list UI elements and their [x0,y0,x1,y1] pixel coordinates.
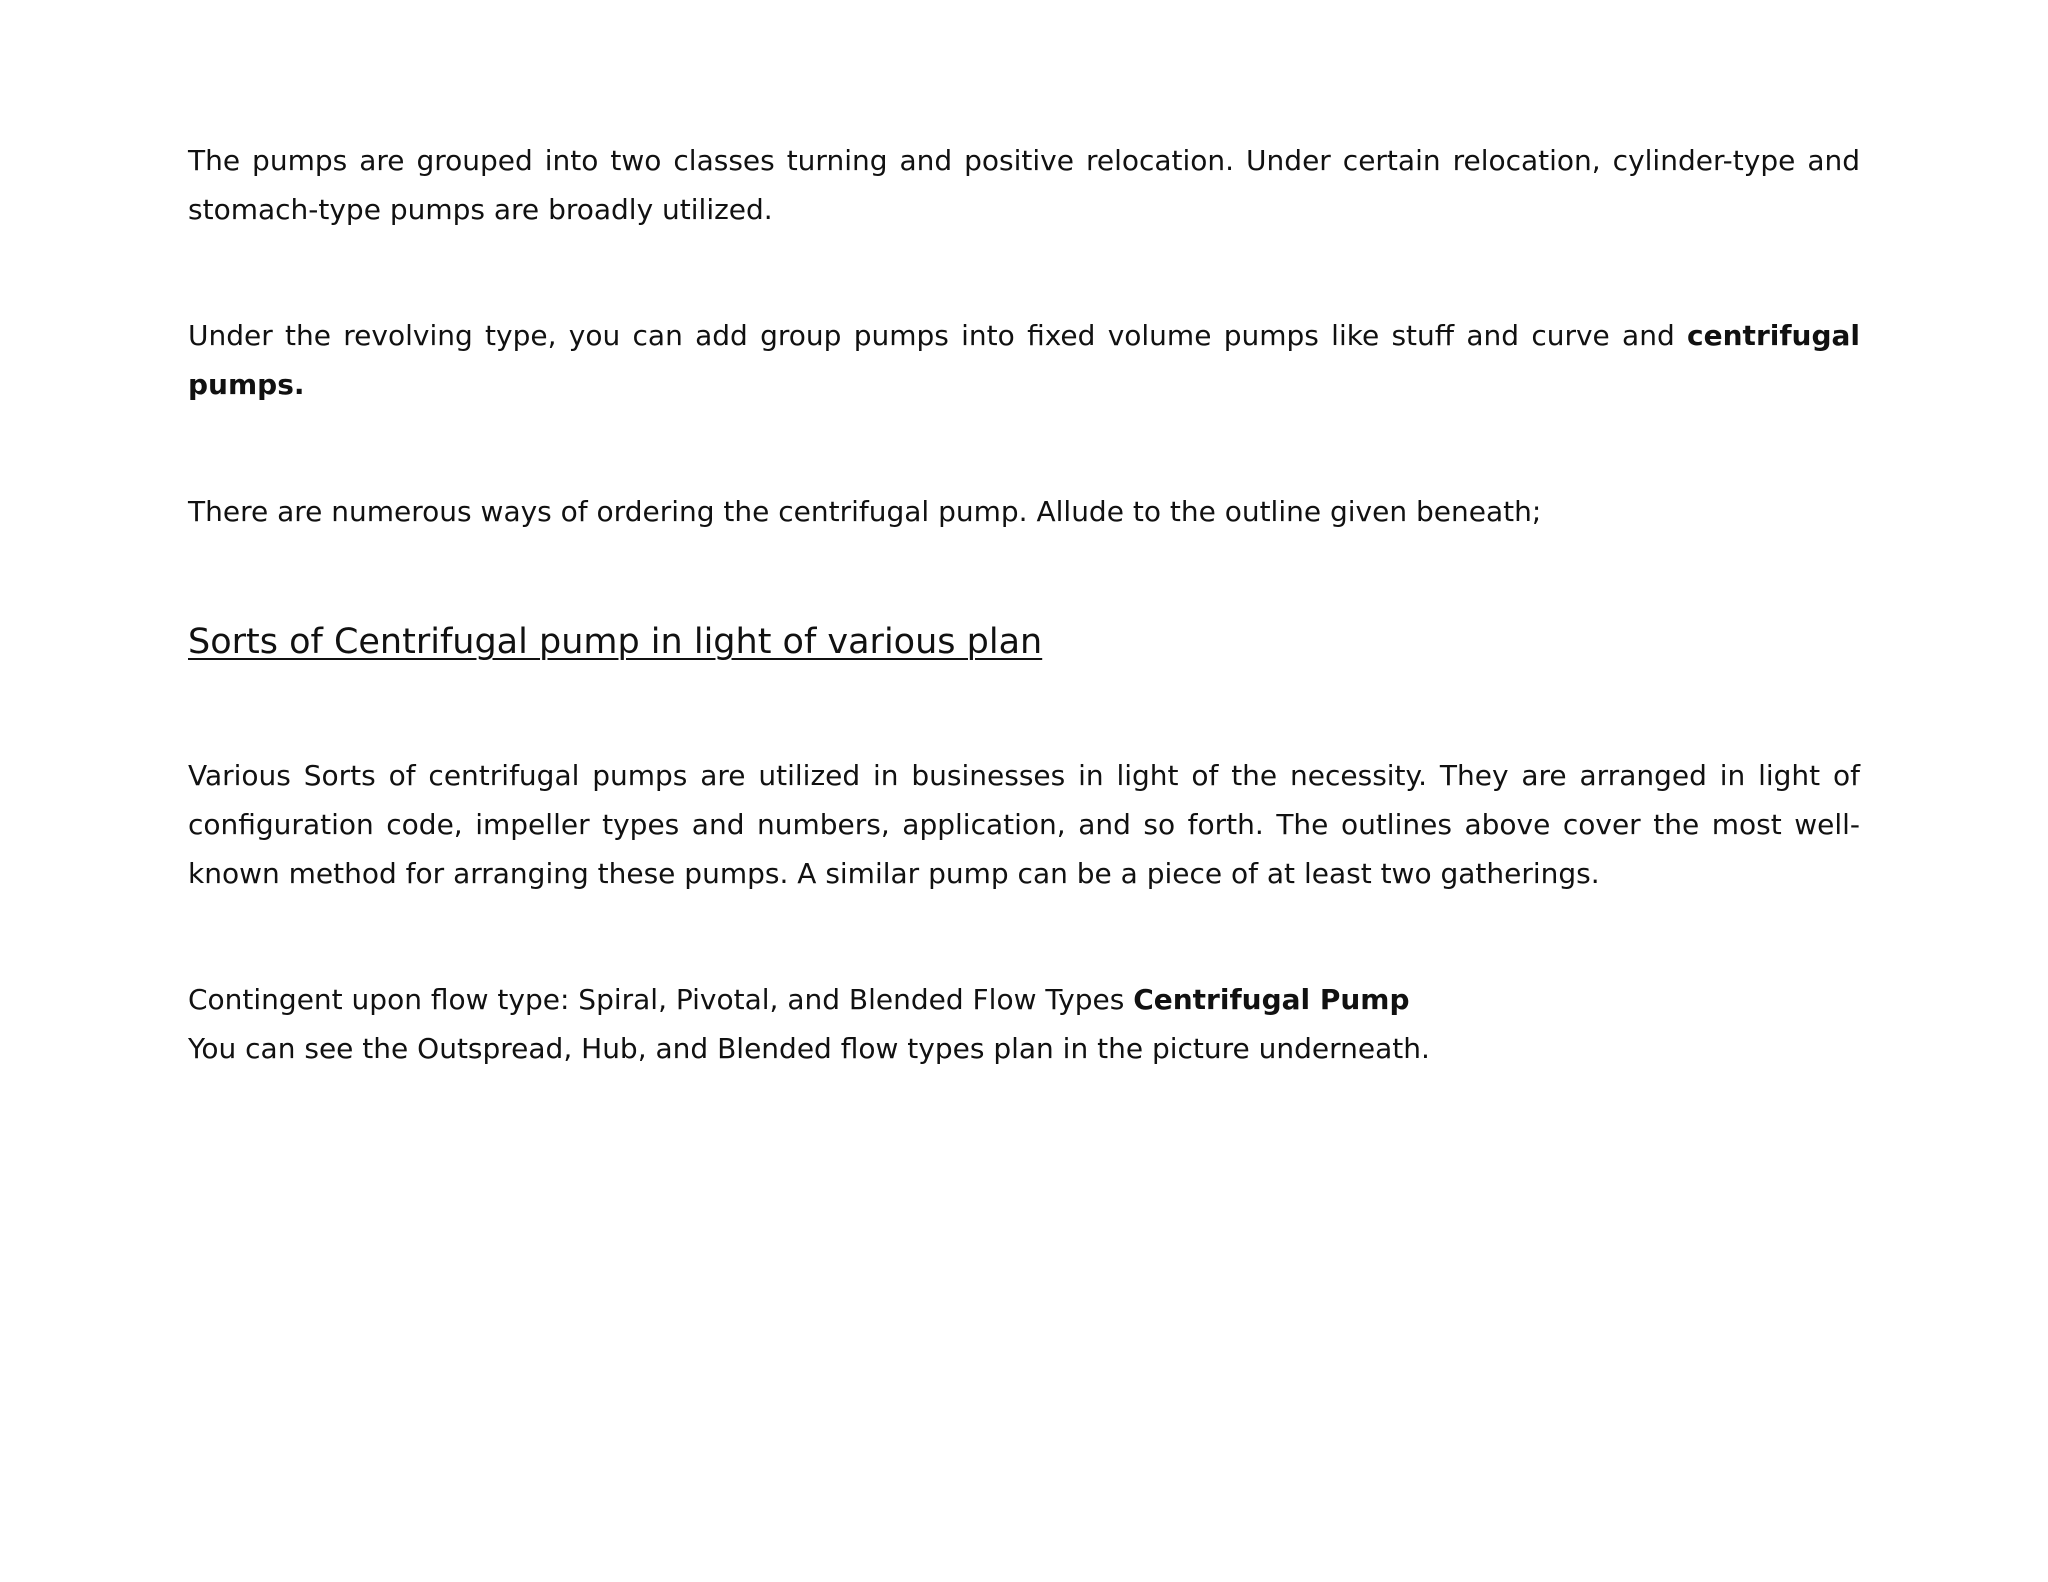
paragraph-revolving-type [188,311,1860,409]
section-heading: Sorts of Centrifugal pump in light of various plan [188,622,1043,662]
picture-reference-line: You can see the Outspread, Hub, and Blended flow types plan in the picture underneath. [188,1032,1430,1065]
paragraph-pump-classes: The pumps are grouped into two classes turning and positive relocation. Under certain relocation, cylinder-type and stomach-type pumps are broadly utilized. [188,144,1860,226]
paragraph-flow-type [188,975,1860,1073]
paragraph-various-sorts: Various Sorts of centrifugal pumps are utilized in businesses in light of the necessity. They are arranged in light of configuration code, impeller types and numbers, application, and so forth. The outlines above cover the most well-known method for arranging these pumps. A similar pump can be a piece of at least two gatherings. [188,759,1860,890]
paragraph-revolving-type-text: Under the revolving type, you can add group pumps into fixed volume pumps like stuff and curve and [188,319,1688,352]
flow-type-line-bold: Centrifugal Pump [1133,983,1410,1016]
paragraph-revolving-type-bold: centrifugal pumps. [188,319,1860,401]
flow-type-line-text: Contingent upon flow type: Spiral, Pivotal, and Blended Flow Types [188,983,1134,1016]
flow-type-line [188,975,1860,1024]
paragraph-ordering-ways: There are numerous ways of ordering the centrifugal pump. Allude to the outline given beneath; [188,495,1542,528]
